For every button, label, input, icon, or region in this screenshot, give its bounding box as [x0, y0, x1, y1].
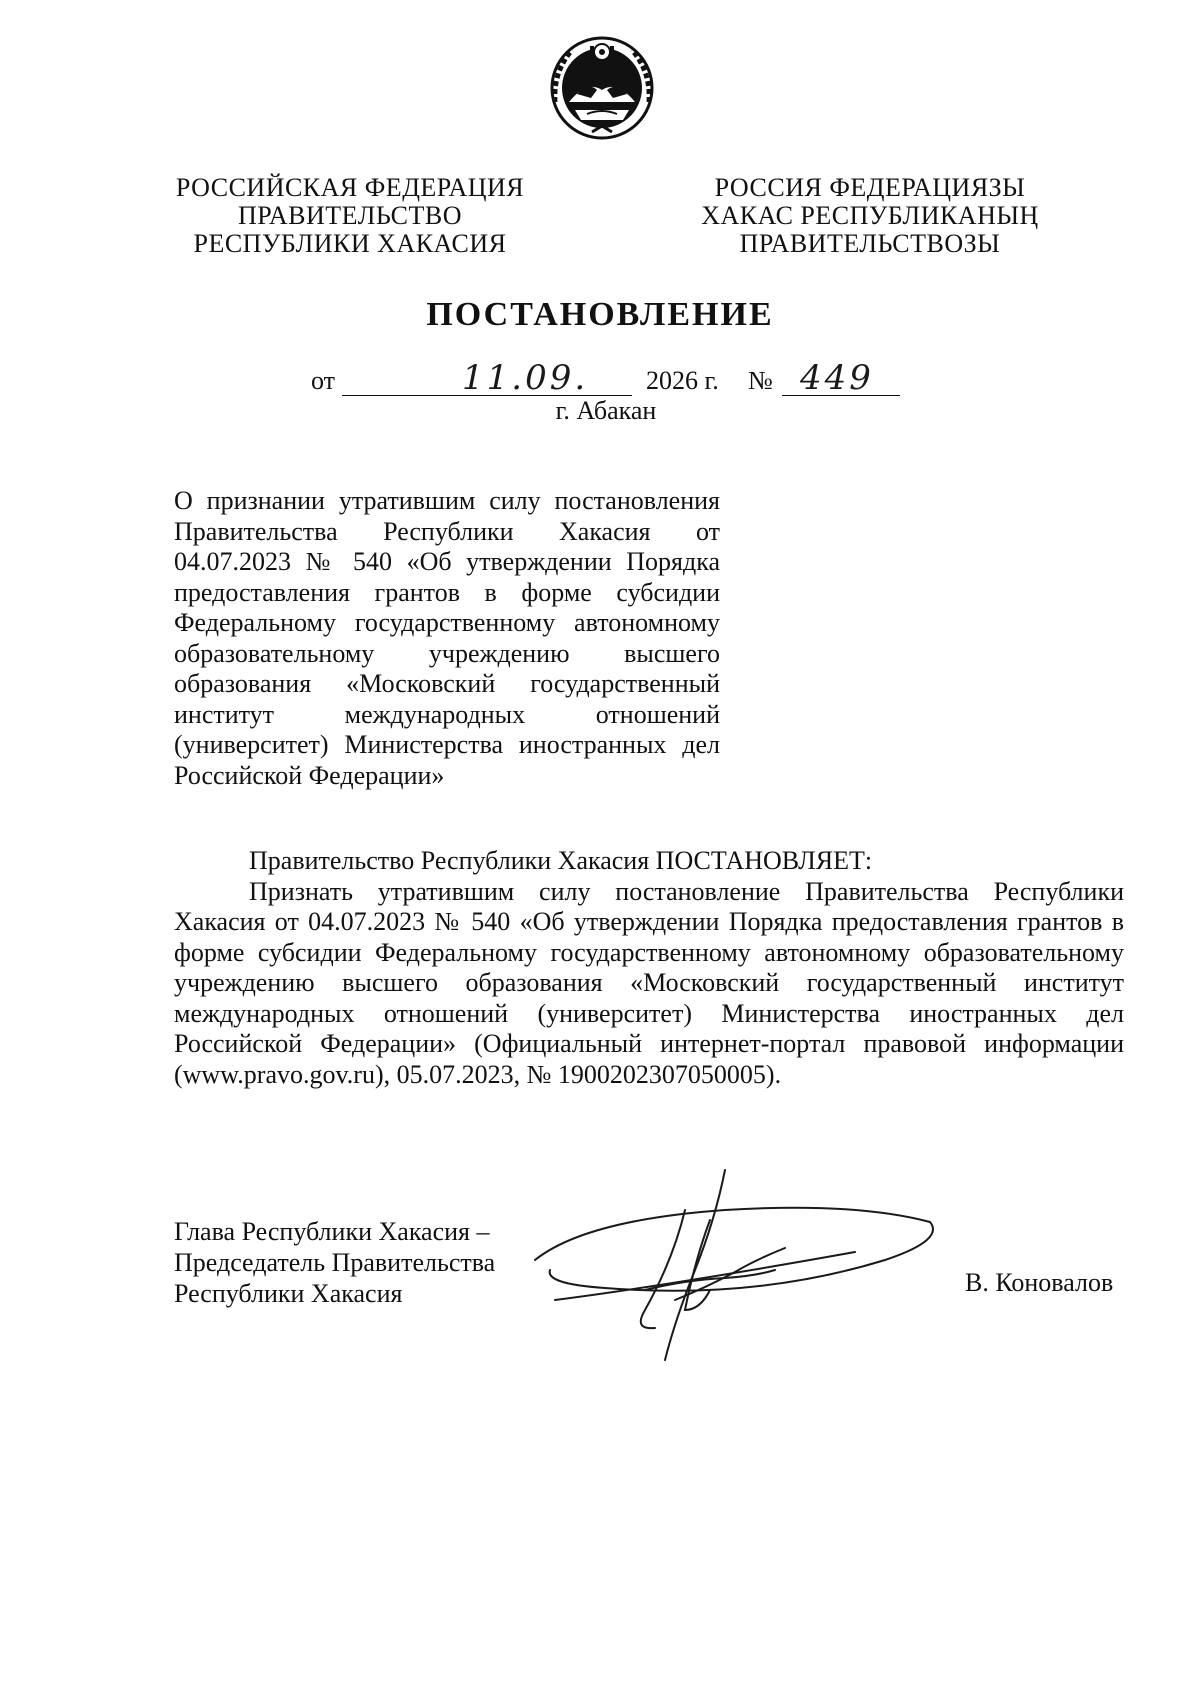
document-subject: О признании утратившим силу постановления Правительства Республики Хакасия от 04.07.2023 № 540 «Об утверждении Порядка предоставления грантов в форме субсидии Федеральному государственному автономному образовательному учреждению высшего образования «Московский государственный институт международных отношений (университет) Министерства иностранных дел Российской Федерации» — [174, 486, 720, 790]
body-paragraph: Правительство Республики Хакасия ПОСТАНОВЛЯЕТ: — [249, 846, 873, 875]
from-label: от — [311, 366, 336, 395]
signer-line: Председатель Правительства — [174, 1248, 496, 1277]
city-name: г. Абакан — [555, 396, 657, 425]
year-label: 2026 г. — [646, 366, 719, 395]
coat-of-arms-icon — [547, 32, 657, 142]
header-line: РОССИЙСКАЯ ФЕДЕРАЦИЯ — [175, 173, 525, 202]
document-title: ПОСТАНОВЛЕНИЕ — [426, 296, 774, 333]
signer-line: Глава Республики Хакасия – — [174, 1217, 490, 1246]
header-line: ПРАВИТЕЛЬСТВОЗЫ — [739, 229, 1001, 258]
document-body — [174, 846, 1124, 1090]
header-khakas — [680, 174, 1060, 258]
signer-position — [174, 1216, 534, 1309]
body-paragraph: Признать утратившим силу постановление Правительства Республики Хакасия от 04.07.2023 № 540 «Об утверждении Порядка предоставления грантов в форме субсидии Федеральному государственному автономному образовательному учреждению высшего образования «Московский государственный институт международных отношений (университет) Министерства иностранных дел Российской Федерации» (Официальный интернет-портал правовой информации (www.pravo.gov.ru), 05.07.2023, № 1900202307050005). — [174, 876, 1124, 1089]
header-line: ПРАВИТЕЛЬСТВО — [238, 201, 462, 230]
handwritten-number: 449 — [800, 358, 874, 398]
header-line: РОССИЯ ФЕДЕРАЦИЯЗЫ — [714, 173, 1026, 202]
header-russian — [150, 174, 550, 258]
signer-name: В. Коновалов — [965, 1268, 1114, 1297]
number-label: № — [748, 366, 773, 395]
handwritten-signature — [525, 1160, 945, 1370]
signer-line: Республики Хакасия — [174, 1279, 403, 1308]
handwritten-date: 11.09. — [462, 358, 589, 398]
city-line — [0, 396, 1200, 426]
header-line: РЕСПУБЛИКИ ХАКАСИЯ — [193, 229, 507, 258]
header-line: ХАКАС РЕСПУБЛИКАНЫҢ — [701, 201, 1039, 230]
